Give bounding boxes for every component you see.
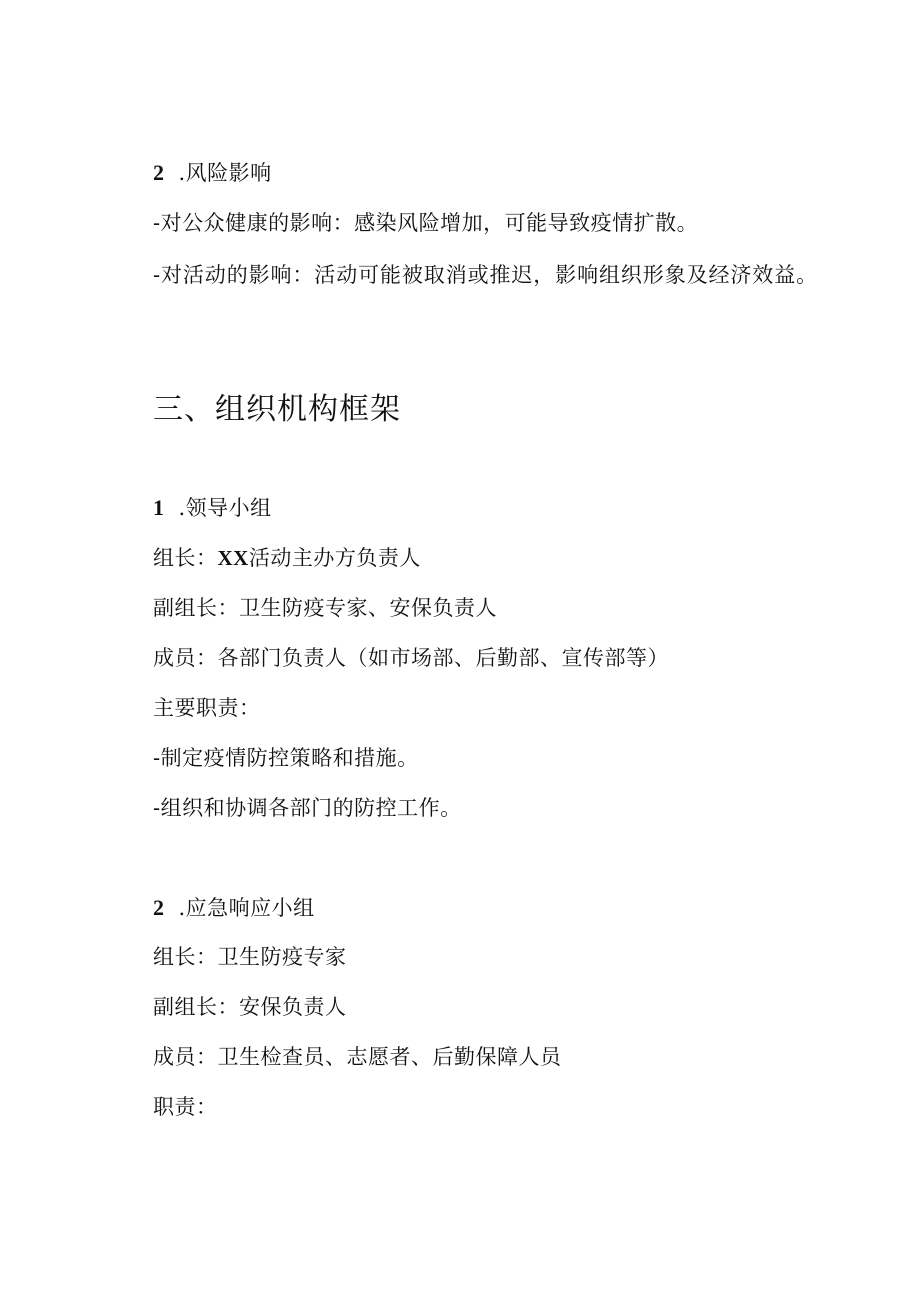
subsection-title-text: .风险影响	[178, 161, 272, 185]
risk-item-activity: -对活动的影响：活动可能被取消或推迟，影响组织形象及经济效益。	[153, 263, 818, 287]
emergency-leader-line: 组长：卫生防疫专家	[153, 945, 347, 969]
leader-label: 组长：	[153, 546, 218, 570]
duty-item: -制定疫情防控策略和措施。	[153, 746, 419, 770]
leader-line	[153, 543, 421, 573]
deputy-leader-line: 副组长：卫生防疫专家、安保负责人	[153, 596, 497, 620]
members-line: 成员：各部门负责人（如市场部、后勤部、宣传部等）	[153, 646, 669, 670]
duty-item: -组织和协调各部门的防控工作。	[153, 796, 462, 820]
subsection-number: 1	[153, 495, 165, 520]
subsection-title-leadership-group	[153, 493, 272, 523]
emergency-members-line: 成员：卫生检查员、志愿者、后勤保障人员	[153, 1045, 562, 1069]
subsection-title-text: .领导小组	[178, 496, 272, 520]
emergency-deputy-line: 副组长：安保负责人	[153, 995, 347, 1019]
duties-label: 主要职责：	[153, 696, 261, 720]
leader-xx: XX	[217, 546, 249, 570]
subsection-title-risk-impact	[153, 158, 272, 188]
subsection-number: 2	[153, 895, 165, 920]
emergency-duties-label: 职责：	[153, 1095, 218, 1119]
subsection-number: 2	[153, 160, 165, 185]
risk-item-public-health: -对公众健康的影响：感染风险增加，可能导致疫情扩散。	[153, 211, 699, 235]
subsection-title-emergency-group	[153, 893, 315, 923]
subsection-title-text: .应急响应小组	[178, 896, 315, 920]
section-heading-org-framework: 三、组织机构框架	[153, 392, 401, 427]
leader-value: 活动主办方负责人	[248, 546, 421, 570]
